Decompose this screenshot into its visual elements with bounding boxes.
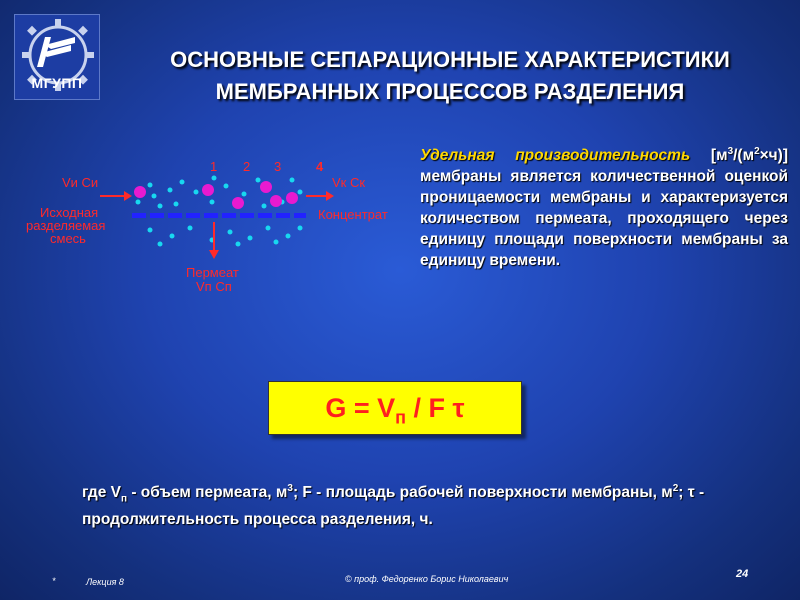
where-part-4: ; τ - продолжительность процесса разделения, ч. xyxy=(82,484,705,529)
permeate-label: Пермеат xyxy=(186,265,239,280)
where-sup-3: 2 xyxy=(672,483,679,494)
definition-text xyxy=(420,145,788,271)
formula-right: / F τ xyxy=(406,393,465,423)
footer-lecture: Лекция 8 xyxy=(86,577,124,587)
slide-title-line-1: ОСНОВНЫЕ СЕПАРАЦИОННЫЕ ХАРАКТЕРИСТИКИ xyxy=(170,47,730,72)
where-part-3: ; F - площадь рабочей поверхности мембраны, м xyxy=(292,484,673,502)
where-part-1: где V xyxy=(82,484,121,502)
unit-mid: /(м xyxy=(733,147,755,164)
formula-subscript: п xyxy=(395,407,407,428)
small-particles xyxy=(136,176,303,247)
definition-body: мембраны является количественной оценкой проницаемости мембраны и характеризуется количеством пермеата, проходящего через единицу площади поверхности мембраны за единицу времени. xyxy=(420,168,788,269)
membrane-line xyxy=(132,213,306,218)
inlet-label-line-1: Исходная xyxy=(40,205,99,220)
inlet-label-line-2: разделяемая xyxy=(26,218,106,233)
formula-left: G = V xyxy=(325,393,396,423)
label-number-1: 1 xyxy=(210,159,218,174)
formula-box xyxy=(268,381,522,435)
inlet-label-line-3: смесь xyxy=(50,231,86,246)
label-number-2: 2 xyxy=(243,159,251,174)
slide-title-line-2: МЕМБРАННЫХ ПРОЦЕССОВ РАЗДЕЛЕНИЯ xyxy=(215,79,685,104)
unit-end: ×ч)] xyxy=(759,147,788,164)
unit-sup-2: 2 xyxy=(754,145,760,157)
unit-sup-1: 3 xyxy=(727,145,734,157)
page-number: 24 xyxy=(736,568,749,580)
variables-explanation xyxy=(82,478,722,530)
concentrate-label: Концентрат xyxy=(318,207,388,222)
outlet-flow-label: Vк Cк xyxy=(332,175,366,190)
flow-arrows xyxy=(100,191,334,259)
where-sup-2: 3 xyxy=(287,483,293,494)
label-number-4: 4 xyxy=(316,159,324,174)
university-logo xyxy=(14,14,100,100)
permeate-flow-label: Vп Cп xyxy=(196,279,232,294)
footer-bullet: * xyxy=(52,576,56,586)
definition-heading: Удельная производительность xyxy=(420,147,691,164)
where-sub-1: п xyxy=(120,493,128,505)
where-part-2: - объем пермеата, м xyxy=(127,484,288,502)
inlet-flow-label: Vи Cи xyxy=(62,175,99,190)
logo-text: МГУПП xyxy=(31,75,83,91)
membrane-diagram xyxy=(0,150,420,310)
unit-prefix: [м xyxy=(710,147,728,164)
label-number-3: 3 xyxy=(274,159,282,174)
footer-author: © проф. Федоренко Борис Николаевич xyxy=(345,574,509,584)
